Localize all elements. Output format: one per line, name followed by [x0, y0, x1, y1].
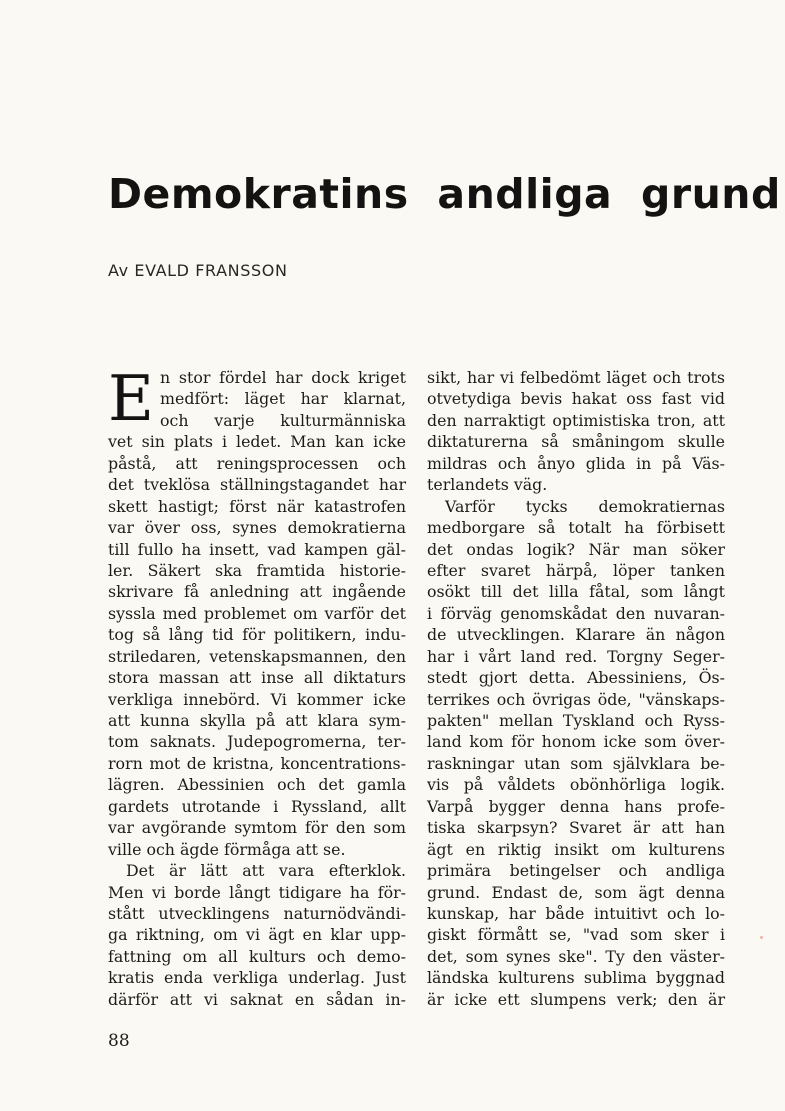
text-line: lägren. Abessinien och det gamla — [108, 775, 406, 795]
text-line: pakten" mellan Tyskland och Ryss- — [427, 711, 725, 730]
text-line: kunskap, har både intuitivt och lo- — [427, 903, 725, 923]
text-line: ländska kulturens sublima byggnad — [427, 968, 725, 988]
text-line: vet sin plats i ledet. Man kan icke — [108, 432, 406, 452]
text-line: skrivare få anledning att ingående — [108, 582, 406, 602]
article-byline: Av EVALD FRANSSON — [108, 261, 288, 280]
page-number: 88 — [108, 1031, 130, 1051]
text-line: mildras och ånyo glida in på Väs- — [427, 453, 725, 473]
text-line: var över oss, synes demokratierna — [108, 518, 406, 538]
text-line: medfört: läget har klarnat, — [160, 389, 406, 409]
text-line: medborgare så totalt ha förbisett — [427, 518, 725, 538]
text-line: stedt gjort detta. Abessiniens, Ös- — [427, 668, 725, 688]
text-line: ägt en riktig insikt om kulturens — [427, 839, 725, 859]
right-column — [427, 367, 725, 1010]
text-line: giskt förmått se, "vad som sker i — [427, 925, 725, 945]
text-line: Men vi borde långt tidigare ha för- — [108, 882, 406, 902]
text-line: de utvecklingen. Klarare än någon — [427, 625, 725, 645]
text-line: efter svaret härpå, löper tanken — [427, 560, 725, 580]
text-line: att kunna skylla på att klara sym- — [108, 711, 406, 730]
text-line: osökt till det lilla fåtal, som långt — [427, 582, 725, 602]
text-line: kratis enda verkliga underlag. Just — [108, 968, 406, 988]
text-line: terlandets väg. — [427, 475, 548, 495]
text-line: vis på våldets obönhörliga logik. — [427, 775, 725, 795]
text-line: ga riktning, om vi ägt en klar upp- — [108, 925, 406, 945]
text-line: Varpå bygger denna hans profe- — [427, 796, 725, 816]
text-line: fattning om all kulturs och demo- — [108, 946, 406, 966]
drop-cap: E — [108, 362, 154, 435]
paper-speck — [760, 936, 763, 939]
text-line: har i vårt land red. Torgny Seger- — [427, 646, 725, 666]
text-line: det ondas logik? När man söker — [427, 539, 725, 559]
text-line: land kom för honom icke som över- — [427, 732, 725, 752]
text-line: striledaren, vetenskapsmannen, den — [108, 646, 406, 666]
text-line: gardets utrotande i Ryssland, allt — [108, 796, 406, 816]
text-line: tiska skarpsyn? Svaret är att han — [427, 818, 725, 838]
text-line: otvetydiga bevis hakat oss fast vid — [427, 389, 725, 409]
text-line: rorn mot de kristna, koncentrations- — [108, 753, 406, 773]
text-line: ler. Säkert ska framtida historie- — [108, 560, 406, 580]
text-line: är icke ett slumpens verk; den är — [427, 989, 725, 1009]
text-line: raskningar utan som självklara be- — [427, 753, 725, 773]
text-line: och varje kulturmänniska — [160, 410, 406, 430]
text-line: stått utvecklingens naturnödvändi- — [108, 903, 406, 923]
text-line: tog så lång tid för politikern, indu- — [108, 625, 406, 645]
text-line: stora massan att inse all diktaturs — [108, 668, 406, 688]
text-line: primära betingelser och andliga — [427, 861, 725, 881]
text-line: Det är lätt att vara efterklok. — [126, 861, 406, 881]
left-column — [108, 362, 406, 1010]
text-line: det, som synes ske". Ty den väster- — [427, 946, 725, 966]
text-line: grund. Endast de, som ägt denna — [427, 882, 725, 902]
text-line: i förväg genomskådat den nuvaran- — [427, 603, 725, 623]
text-line: sikt, har vi felbedömt läget och trots — [427, 368, 725, 387]
text-line: syssla med problemet om varför det — [108, 603, 406, 623]
text-line: ville och ägde förmåga att se. — [108, 839, 346, 859]
text-line: verkliga innebörd. Vi kommer icke — [108, 689, 406, 709]
text-line: det tveklösa ställningstagandet har — [108, 475, 406, 495]
text-line: diktaturerna så småningom skulle — [427, 432, 725, 452]
text-line: Varför tycks demokratiernas — [445, 496, 725, 516]
text-line: den narraktigt optimistiska tron, att — [427, 410, 725, 430]
text-line: därför att vi saknat en sådan in- — [108, 989, 406, 1009]
text-line: påstå, att reningsprocessen och — [108, 453, 406, 473]
text-line: skett hastigt; först när katastrofen — [108, 496, 406, 516]
text-line: till fullo ha insett, vad kampen gäl- — [108, 539, 406, 559]
text-line: var avgörande symtom för den som — [108, 818, 406, 838]
article-title: Demokratins andliga grund — [108, 170, 781, 218]
text-line: tom saknats. Judepogromerna, ter- — [108, 732, 406, 752]
text-line: n stor fördel har dock kriget — [160, 368, 406, 387]
text-line: terrikes och övrigas öde, "vänskaps- — [427, 689, 725, 709]
